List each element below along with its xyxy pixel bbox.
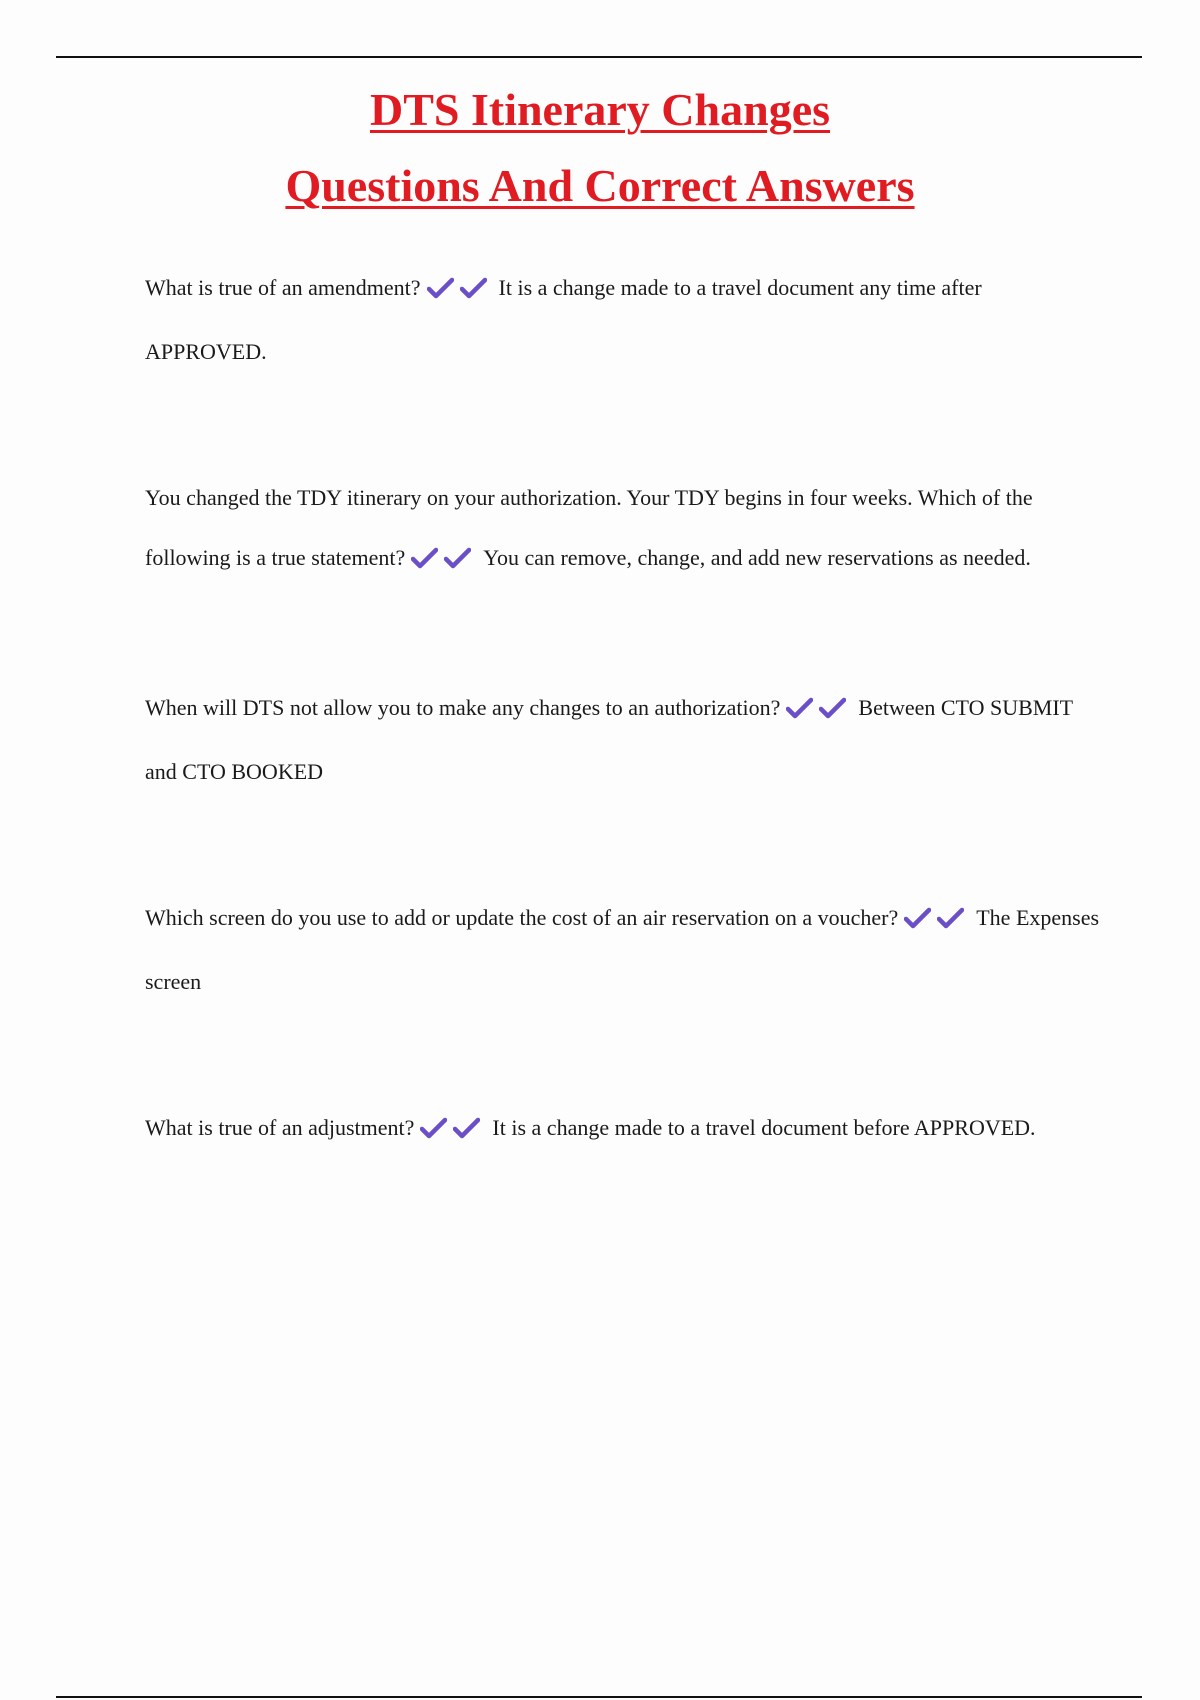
checkmarks bbox=[786, 682, 852, 742]
check-mark-icon bbox=[819, 697, 846, 719]
qa-item bbox=[145, 678, 1105, 802]
answer-text: Between CTO SUBMIT and CTO BOOKED bbox=[145, 695, 1073, 784]
qa-item bbox=[145, 258, 1105, 382]
title-line-2: Questions And Correct Answers bbox=[285, 160, 915, 211]
check-mark-icon bbox=[937, 907, 964, 929]
checkmarks bbox=[427, 262, 493, 322]
check-mark-icon bbox=[904, 907, 931, 929]
checkmarks bbox=[420, 1102, 486, 1162]
answer-text: It is a change made to a travel document any time after APPROVED. bbox=[145, 275, 982, 364]
answer-text: The Expenses screen bbox=[145, 905, 1100, 994]
qa-list bbox=[145, 258, 1105, 1248]
question-text: What is true of an amendment? bbox=[145, 275, 421, 300]
document-title bbox=[0, 72, 1200, 224]
qa-item bbox=[145, 1098, 1105, 1162]
check-mark-icon bbox=[411, 547, 438, 569]
checkmarks bbox=[411, 532, 477, 592]
qa-item bbox=[145, 468, 1105, 592]
check-mark-icon bbox=[427, 277, 454, 299]
bottom-rule bbox=[56, 1696, 1142, 1698]
answer-text: You can remove, change, and add new reservations as needed. bbox=[483, 545, 1031, 570]
checkmarks bbox=[904, 892, 970, 952]
qa-item bbox=[145, 888, 1105, 1012]
question-text: You changed the TDY itinerary on your authorization. Your TDY begins in four weeks. Which of the following is a true statement? bbox=[145, 485, 1033, 570]
check-mark-icon bbox=[453, 1117, 480, 1139]
check-mark-icon bbox=[420, 1117, 447, 1139]
answer-text: It is a change made to a travel document before APPROVED. bbox=[492, 1115, 1036, 1140]
top-rule bbox=[56, 56, 1142, 58]
check-mark-icon bbox=[444, 547, 471, 569]
title-line-1: DTS Itinerary Changes bbox=[369, 84, 831, 135]
check-mark-icon bbox=[786, 697, 813, 719]
question-text: What is true of an adjustment? bbox=[145, 1115, 415, 1140]
question-text: When will DTS not allow you to make any changes to an authorization? bbox=[145, 695, 781, 720]
question-text: Which screen do you use to add or update the cost of an air reservation on a voucher? bbox=[145, 905, 899, 930]
check-mark-icon bbox=[460, 277, 487, 299]
